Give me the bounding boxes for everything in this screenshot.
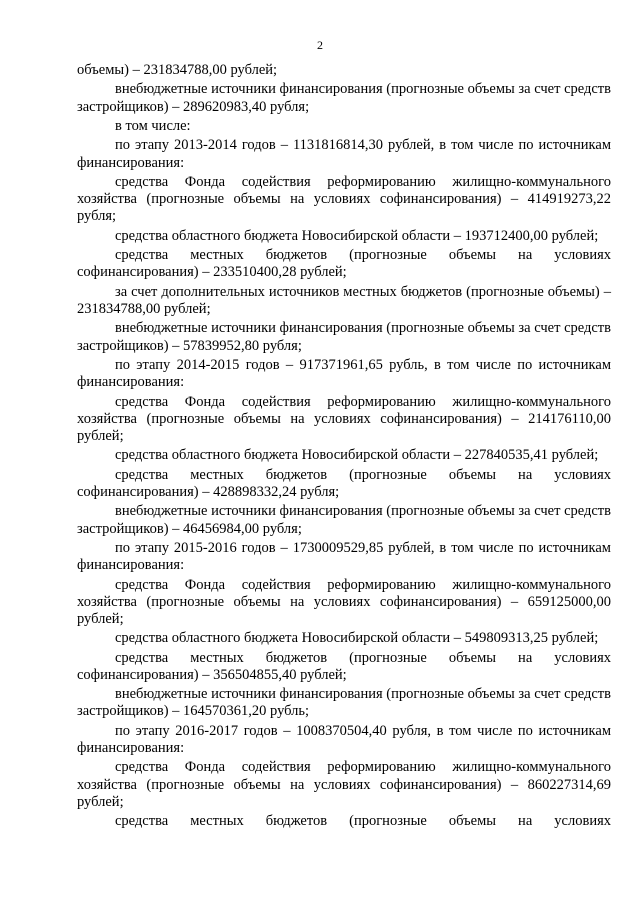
document-body (77, 62, 611, 833)
paragraph: средства Фонда содействия реформированию жилищно-коммунального хозяйства (прогнозные объемы на условиях софинансирования) – 414919273,22 рубля; (77, 173, 611, 225)
paragraph: средства Фонда содействия реформированию жилищно-коммунального хозяйства (прогнозные объемы на условиях софинансирования) – 214176110,00 рублей; (77, 393, 611, 444)
paragraph: средства областного бюджета Новосибирской области – 227840535,41 рублей; (115, 447, 599, 464)
paragraph: по этапу 2013-2014 годов – 1131816814,30 рублей, в том числе по источникам финансирования: (77, 137, 611, 171)
paragraph: за счет дополнительных источников местных бюджетов (прогнозные объемы) – 231834788,00 рублей; (77, 283, 611, 317)
paragraph: по этапу 2015-2016 годов – 1730009529,85 рублей, в том числе по источникам финансирования: (77, 539, 611, 574)
paragraph: средства местных бюджетов (прогнозные объемы на условиях софинансирования) – 233510400,28 рублей; (77, 247, 611, 281)
paragraph: средства областного бюджета Новосибирской области – 193712400,00 рублей; (115, 227, 599, 244)
paragraph: средства местных бюджетов (прогнозные объемы на условиях (115, 813, 611, 830)
paragraph: средства Фонда содействия реформированию жилищно-коммунального хозяйства (прогнозные объемы на условиях софинансирования) – 860227314,69 рублей; (77, 759, 611, 810)
page-number: 2 (317, 38, 323, 52)
paragraph: внебюджетные источники финансирования (прогнозные объемы за счет средств застройщиков) – 46456984,00 рубля; (77, 503, 611, 537)
paragraph: по этапу 2016-2017 годов – 1008370504,40 рубля, в том числе по источникам финансирования: (77, 722, 611, 757)
paragraph: в том числе: (115, 117, 191, 134)
paragraph: внебюджетные источники финансирования (прогнозные объемы за счет средств застройщиков) – 289620983,40 рубля; (77, 81, 611, 115)
paragraph: объемы) – 231834788,00 рублей; (77, 62, 278, 78)
paragraph: внебюджетные источники финансирования (прогнозные объемы за счет средств застройщиков) – 164570361,20 рубль; (77, 686, 611, 720)
paragraph: внебюджетные источники финансирования (прогнозные объемы за счет средств застройщиков) – 57839952,80 рубля; (77, 320, 611, 354)
paragraph: по этапу 2014-2015 годов – 917371961,65 рубль, в том числе по источникам финансирования: (77, 356, 611, 391)
paragraph: средства Фонда содействия реформированию жилищно-коммунального хозяйства (прогнозные объемы на условиях софинансирования) – 659125000,00 рублей; (77, 576, 611, 627)
paragraph: средства местных бюджетов (прогнозные объемы на условиях софинансирования) – 356504855,40 рублей; (77, 649, 611, 683)
paragraph: средства местных бюджетов (прогнозные объемы на условиях софинансирования) – 428898332,24 рубля; (77, 466, 611, 500)
paragraph: средства областного бюджета Новосибирской области – 549809313,25 рублей; (115, 630, 599, 647)
